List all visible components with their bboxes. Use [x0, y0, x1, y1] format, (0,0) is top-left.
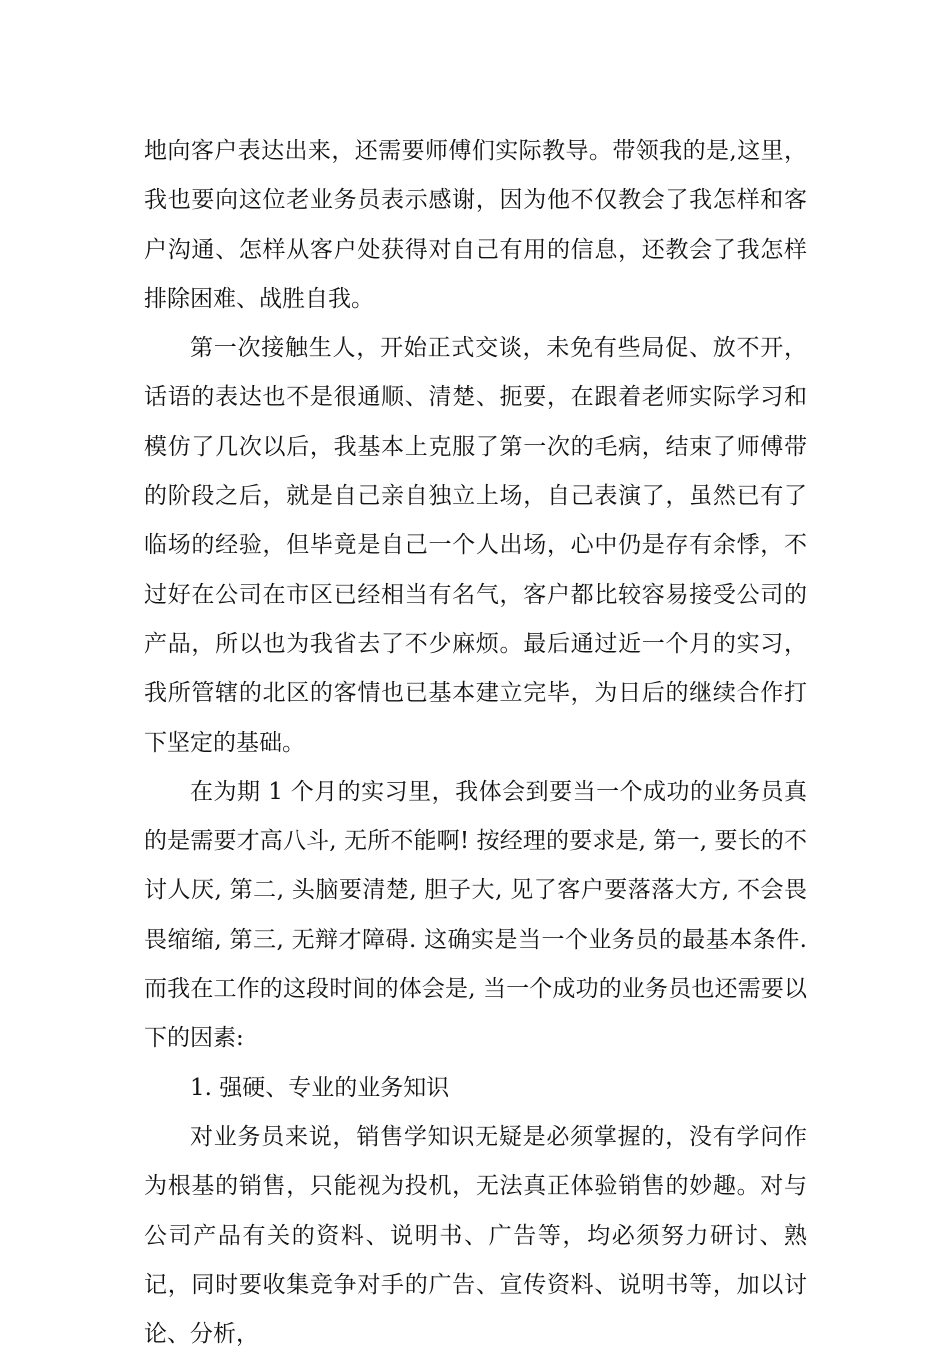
paragraph-5: 对业务员来说，销售学知识无疑是必须掌握的，没有学问作为根基的销售，只能视为投机，无法真正体验销售的妙趣。对与公司产品有关的资料、说明书、广告等，均必须努力研讨、熟记，同时要收集竞争对手的广告、宣传资料、说明书等，加以讨论、分析， [144, 1123, 807, 1348]
paragraph-2: 第一次接触生人，开始正式交谈，未免有些局促、放不开，话语的表达也不是很通顺、清楚、扼要，在跟着老师实际学习和模仿了几次以后，我基本上克服了第一次的毛病，结束了师傅带的阶段之后，就是自己亲自独立上场，自己表演了，虽然已有了临场的经验，但毕竟是自己一个人出场，心中仍是存有余悸，不过好在公司在市区已经相当有名气，客户都比较容易接受公司的产品，所以也为我省去了不少麻烦。最后通过近一个月的实习，我所管辖的北区的客情也已基本建立完毕，为日后的继续合作打下坚定的基础。 [144, 335, 807, 756]
paragraph-3: 在为期 1 个月的实习里，我体会到要当一个成功的业务员真的是需要才高八斗, 无所不能啊! 按经理的要求是, 第一, 要长的不讨人厌, 第二, 头脑要清楚, 胆子大, 见了客户要落落大方, 不会畏畏缩缩, 第三, 无辩才障碍. 这确实是当一个业务员的最基本条件. 而我在工作的这段时间的体会是, 当一个成功的业务员也还需要以下的因素: [144, 778, 807, 1052]
document-body [144, 127, 807, 1359]
paragraph-4-heading: 1. 强硬、专业的业务知识 [190, 1074, 450, 1101]
paragraph-1: 地向客户表达出来，还需要师傅们实际教导。带领我的是,这里，我也要向这位老业务员表示感谢，因为他不仅教会了我怎样和客户沟通、怎样从客户处获得对自己有用的信息，还教会了我怎样排除困难、战胜自我。 [144, 138, 807, 312]
